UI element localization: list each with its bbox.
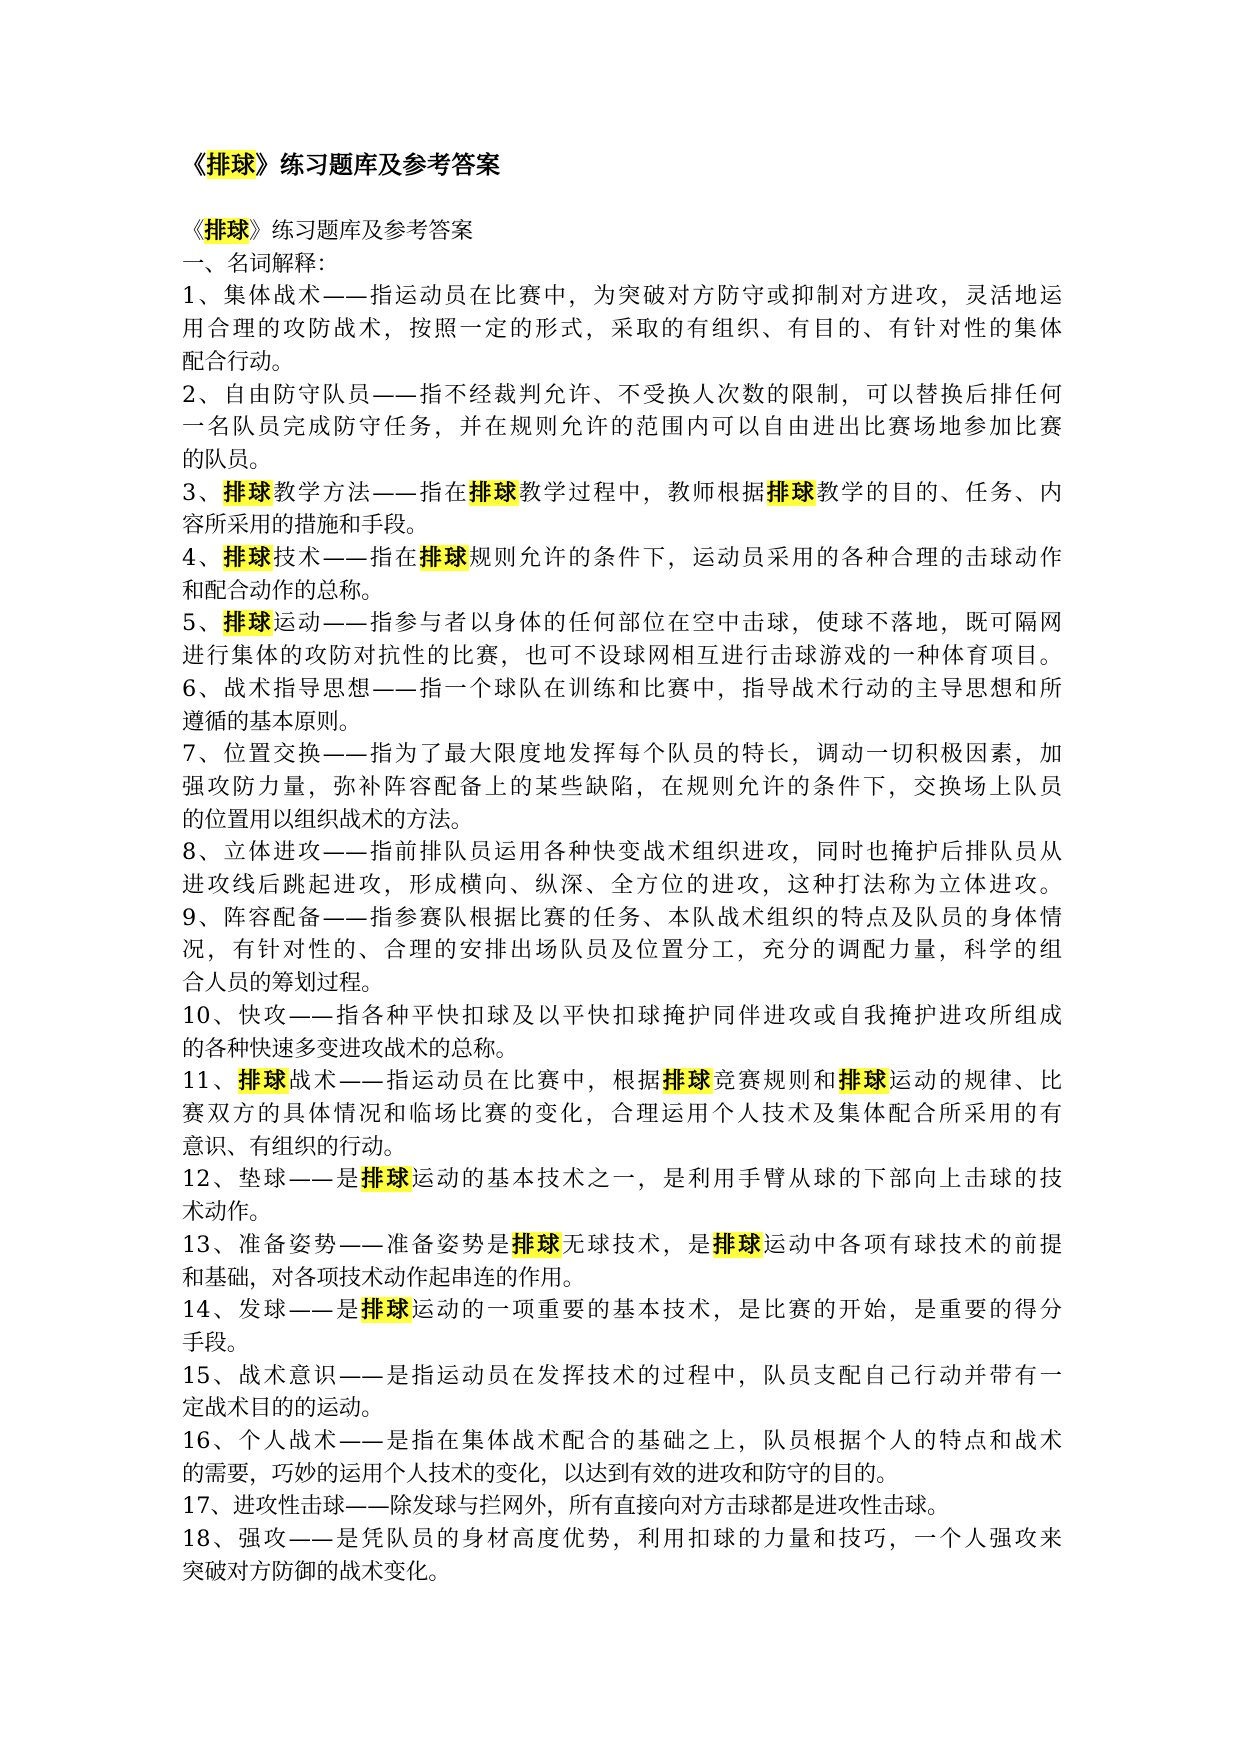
text-segment: 6、战术指导思想——指一个球队在训练和比赛中，指导战术行动的主导思想和所 [182, 675, 1062, 702]
text-segment: 况，有针对性的、合理的安排出场队员及位置分工，充分的调配力量，科学的组 [182, 937, 1062, 964]
highlighted-keyword: 排球 [662, 1068, 713, 1095]
text-segment: 13、准备姿势——准备姿势是 [182, 1231, 512, 1258]
text-line [182, 902, 1062, 935]
text-line [182, 1196, 1062, 1229]
highlighted-keyword: 排球 [223, 545, 274, 572]
text-line [182, 1327, 1062, 1360]
text-line [182, 706, 1062, 739]
text-line [182, 1163, 1062, 1196]
text-line [182, 771, 1062, 804]
text-line [182, 1000, 1062, 1033]
text-segment: 无球技术，是 [562, 1231, 713, 1258]
text-segment: 进行集体的攻防对抗性的比赛，也可不设球网相互进行击球游戏的一种体育项目。 [182, 643, 1062, 670]
text-line [182, 346, 1062, 379]
text-line [182, 1556, 1062, 1589]
text-line [182, 836, 1062, 869]
text-line [182, 542, 1062, 575]
text-segment: 12、垫球——是 [182, 1166, 362, 1193]
text-segment: 运动中各项有球技术的前提 [763, 1231, 1063, 1258]
highlighted-keyword: 排球 [469, 479, 519, 506]
text-segment: 术动作。 [182, 1199, 272, 1226]
text-line [182, 1294, 1062, 1327]
highlighted-keyword: 排球 [766, 479, 817, 506]
text-line [182, 967, 1062, 1000]
text-line [182, 1033, 1062, 1066]
text-segment: 强攻防力量，弥补阵容配备上的某些缺陷，在规则允许的条件下，交换场上队员 [182, 773, 1062, 800]
text-segment: 》练习题库及参考答案 [249, 218, 474, 244]
text-line [182, 640, 1062, 673]
text-line [182, 1131, 1062, 1164]
text-line [182, 934, 1062, 967]
text-line [182, 1458, 1062, 1491]
text-segment: 赛双方的具体情况和临场比赛的变化，合理运用个人技术及集体配合所采用的有 [182, 1100, 1062, 1127]
text-line [182, 1523, 1062, 1556]
text-line [182, 738, 1062, 771]
text-line [182, 313, 1062, 346]
title-bracket-open: 《 [182, 150, 207, 179]
text-segment: 14、发球——是 [182, 1297, 362, 1324]
text-segment: 9、阵容配备——指参赛队根据比赛的任务、本队战术组织的特点及队员的身体情 [182, 904, 1062, 931]
text-line [182, 1262, 1062, 1295]
text-line [182, 215, 1062, 248]
text-segment: 的位置用以组织战术的方法。 [182, 806, 474, 833]
text-segment: 意识、有组织的行动。 [182, 1133, 406, 1160]
text-segment: 4、 [182, 545, 224, 572]
title-rest: 》练习题库及参考答案 [255, 150, 501, 179]
text-segment: 一名队员完成防守任务，并在规则允许的范围内可以自由进出比赛场地参加比赛 [182, 414, 1062, 441]
text-line [182, 1065, 1062, 1098]
text-segment: 运动的规律、比 [888, 1068, 1063, 1095]
text-segment: 7、位置交换——指为了最大限度地发挥每个队员的特长，调动一切积极因素，加 [182, 741, 1062, 768]
text-segment: 技术——指在 [273, 545, 420, 572]
text-line [182, 509, 1062, 542]
text-segment: 战术——指运动员在比赛中，根据 [288, 1068, 663, 1095]
highlighted-keyword: 排球 [204, 218, 250, 244]
text-segment: 11、 [182, 1068, 239, 1095]
highlighted-keyword: 排球 [361, 1166, 412, 1193]
text-line [182, 444, 1062, 477]
highlighted-keyword: 排球 [419, 545, 470, 572]
text-line [182, 280, 1062, 313]
text-segment: 1、集体战术——指运动员在比赛中，为突破对方防守或抑制对方进攻，灵活地运 [182, 283, 1062, 310]
text-line [182, 1360, 1062, 1393]
text-line [182, 1392, 1062, 1425]
text-line [182, 248, 1062, 281]
text-line [182, 804, 1062, 837]
text-segment: 的队员。 [182, 446, 272, 473]
text-line [182, 379, 1062, 412]
text-segment: 规则允许的条件下，运动员采用的各种合理的击球动作 [469, 545, 1063, 572]
text-segment: 遵循的基本原则。 [182, 708, 362, 735]
text-segment: 进攻线后跳起进攻，形成横向、纵深、全方位的进攻，这种打法称为立体进攻。 [182, 872, 1062, 899]
text-line [182, 673, 1062, 706]
text-segment: 用合理的攻防战术，按照一定的形式，采取的有组织、有目的、有针对性的集体 [182, 316, 1062, 343]
text-segment: 《 [182, 218, 205, 244]
text-line [182, 607, 1062, 640]
text-segment: 18、强攻——是凭队员的身材高度优势，利用扣球的力量和技巧，一个人强攻来 [182, 1526, 1062, 1553]
text-segment: 10、快攻——指各种平快扣球及以平快扣球掩护同伴进攻或自我掩护进攻所组成 [182, 1002, 1062, 1029]
text-segment: 手段。 [182, 1329, 250, 1356]
text-segment: 8、立体进攻——指前排队员运用各种快变战术组织进攻，同时也掩护后排队员从 [182, 839, 1062, 866]
text-segment: 教学方法——指在 [273, 479, 470, 506]
text-segment: 教学的目的、任务、内 [816, 479, 1063, 506]
text-line [182, 1425, 1062, 1458]
text-segment: 和配合动作的总称。 [182, 577, 384, 604]
text-segment: 容所采用的措施和手段。 [182, 512, 429, 539]
highlighted-keyword: 排球 [713, 1231, 764, 1258]
text-line [182, 1098, 1062, 1131]
text-segment: 运动——指参与者以身体的任何部位在空中击球，使球不落地，既可隔网 [273, 610, 1062, 637]
text-line [182, 1490, 1062, 1523]
text-segment: 运动的基本技术之一，是利用手臂从球的下部向上击球的技 [411, 1166, 1063, 1193]
document-body [182, 215, 1062, 1589]
text-segment: 教学过程中，教师根据 [518, 479, 767, 506]
text-segment: 定战术目的的运动。 [182, 1395, 384, 1422]
highlighted-keyword: 排球 [238, 1068, 289, 1095]
text-line [182, 1229, 1062, 1262]
highlighted-keyword: 排球 [361, 1297, 412, 1324]
text-segment: 运动的一项重要的基本技术，是比赛的开始，是重要的得分 [411, 1297, 1063, 1324]
text-segment: 和基础，对各项技术动作起串连的作用。 [182, 1264, 586, 1291]
text-segment: 15、战术意识——是指运动员在发挥技术的过程中，队员支配自己行动并带有一 [182, 1362, 1062, 1389]
highlighted-keyword: 排球 [223, 610, 274, 637]
highlighted-keyword: 排球 [223, 479, 274, 506]
text-line [182, 575, 1062, 608]
highlighted-keyword: 排球 [838, 1068, 889, 1095]
text-segment: 的需要，巧妙的运用个人技术的变化，以达到有效的进攻和防守的目的。 [182, 1460, 899, 1487]
text-segment: 合人员的筹划过程。 [182, 970, 384, 997]
text-segment: 2、自由防守队员——指不经裁判允许、不受换人次数的限制，可以替换后排任何 [182, 381, 1062, 408]
text-segment: 16、个人战术——是指在集体战术配合的基础之上，队员根据个人的特点和战术 [182, 1428, 1062, 1455]
highlighted-keyword: 排球 [512, 1231, 563, 1258]
text-line [182, 477, 1062, 510]
text-segment: 配合行动。 [182, 348, 294, 375]
title-highlight-keyword: 排球 [206, 150, 256, 179]
text-segment: 5、 [182, 610, 224, 637]
text-segment: 的各种快速多变进攻战术的总称。 [182, 1035, 518, 1062]
text-line [182, 869, 1062, 902]
text-segment: 一、名词解释： [182, 250, 339, 277]
text-line [182, 411, 1062, 444]
text-segment: 3、 [182, 479, 224, 506]
text-segment: 17、进攻性击球——除发球与拦网外，所有直接向对方击球都是进攻性击球。 [182, 1493, 950, 1520]
text-segment: 突破对方防御的战术变化。 [182, 1558, 451, 1585]
text-segment: 竞赛规则和 [713, 1068, 839, 1095]
document-title [182, 148, 501, 182]
